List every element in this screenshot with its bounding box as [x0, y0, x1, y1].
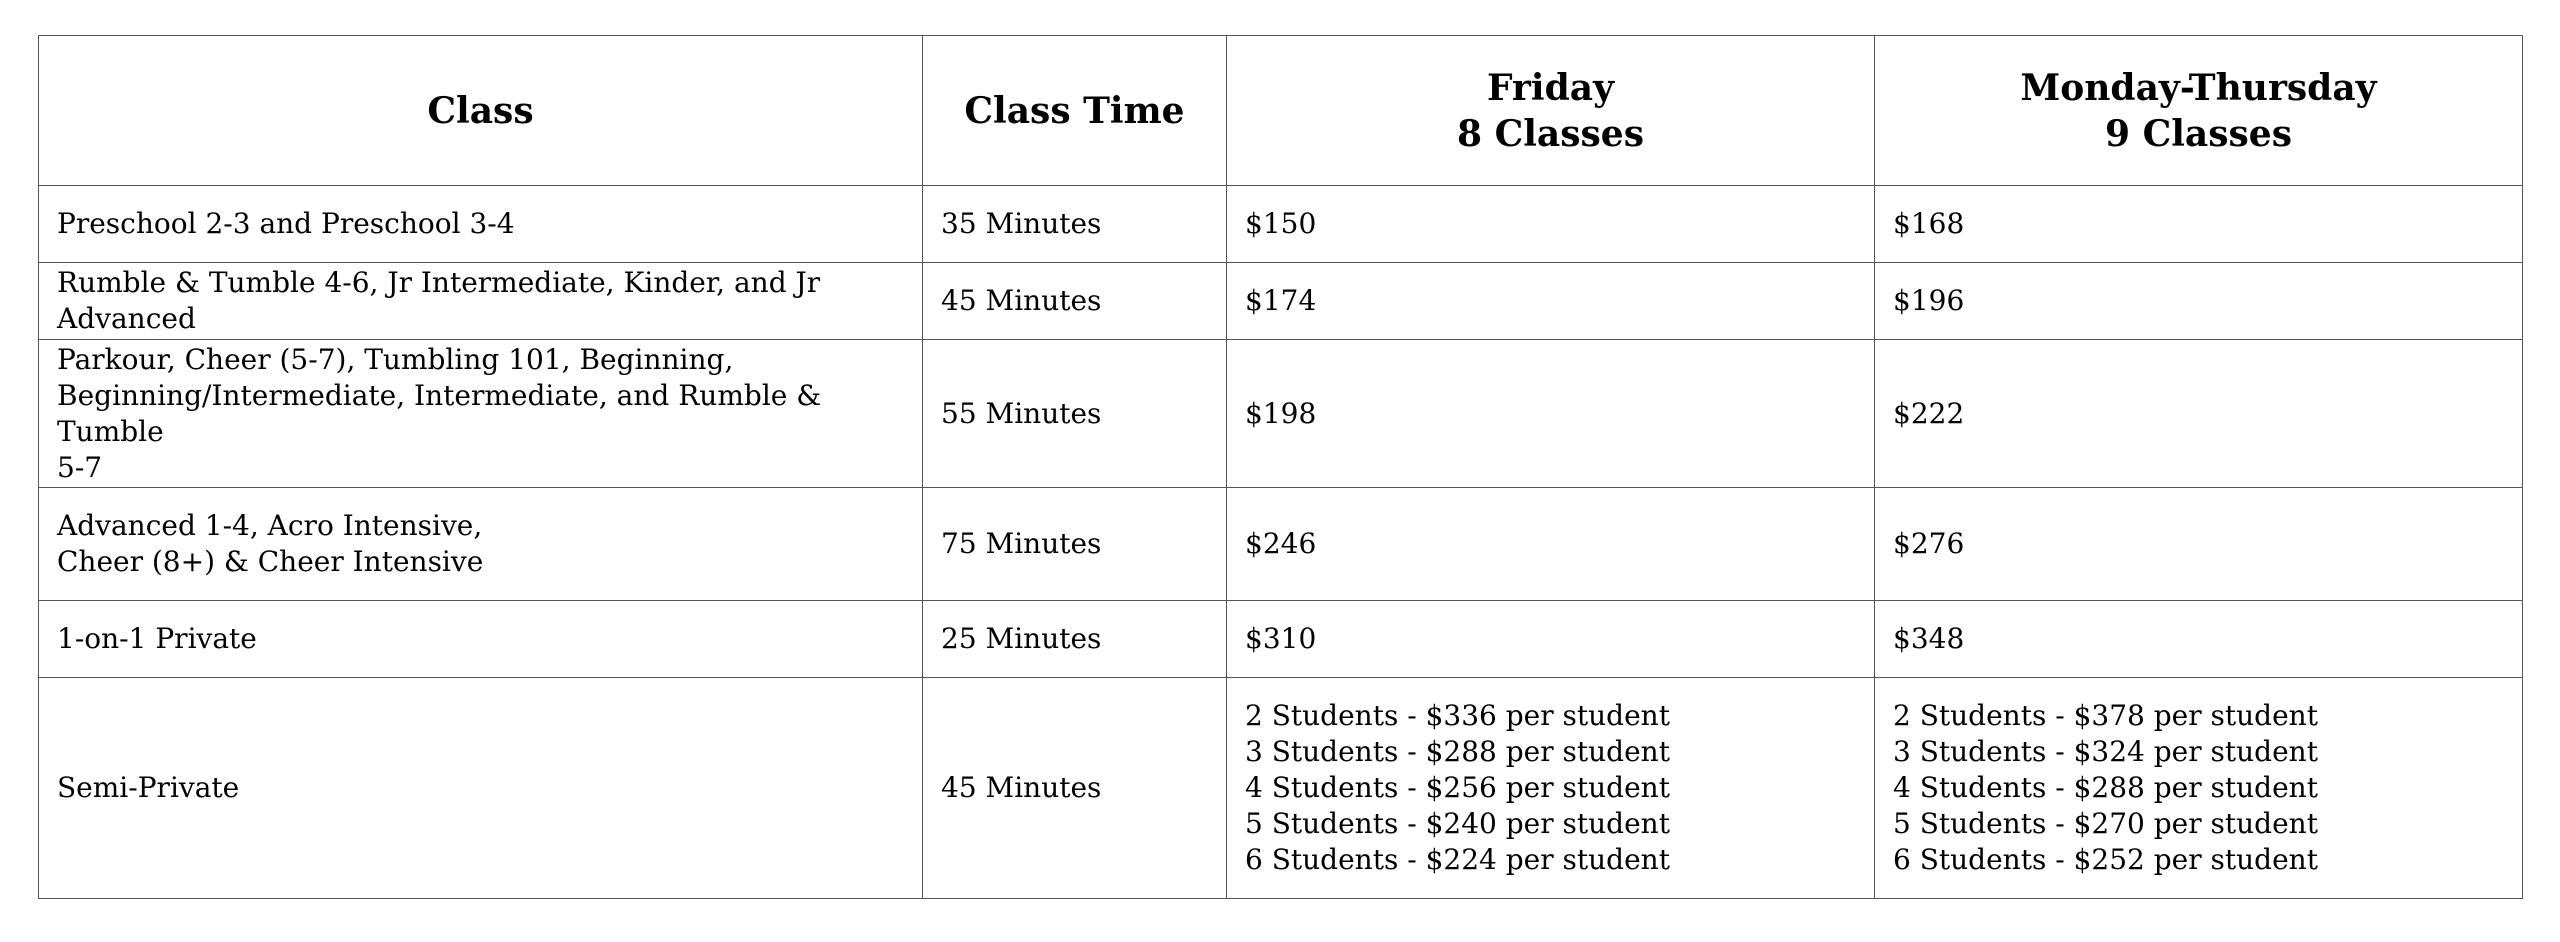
cell-class-time: 45 Minutes: [923, 263, 1227, 340]
cell-class: Parkour, Cheer (5-7), Tumbling 101, Beginning, Beginning/Intermediate, Intermediate, and Rumble & Tumble 5-7: [39, 340, 923, 488]
cell-class-time: 25 Minutes: [923, 601, 1227, 678]
cell-friday-price: 2 Students - $336 per student 3 Students - $288 per student 4 Students - $256 per student 5 Students - $240 per student 6 Students - $224 per student: [1227, 678, 1875, 899]
header-monday-thursday: [1875, 36, 2523, 186]
cell-monthu-price: $348: [1875, 601, 2523, 678]
pricing-table: [38, 35, 2523, 899]
table-row: [39, 678, 2523, 899]
header-friday-count: 8 Classes: [1457, 112, 1644, 155]
header-class: Class: [39, 36, 923, 186]
document-page: [38, 35, 2523, 899]
cell-class: Semi-Private: [39, 678, 923, 899]
cell-class-time: 55 Minutes: [923, 340, 1227, 488]
cell-monthu-price: 2 Students - $378 per student 3 Students - $324 per student 4 Students - $288 per student 5 Students - $270 per student 6 Students - $252 per student: [1875, 678, 2523, 899]
cell-class-time: 45 Minutes: [923, 678, 1227, 899]
cell-monthu-price: $168: [1875, 186, 2523, 263]
header-monthu-count: 9 Classes: [2105, 112, 2292, 155]
header-class-time: Class Time: [923, 36, 1227, 186]
cell-friday-price: $198: [1227, 340, 1875, 488]
table-row: [39, 340, 2523, 488]
header-friday-day: Friday: [1487, 66, 1614, 109]
cell-class: Preschool 2-3 and Preschool 3-4: [39, 186, 923, 263]
table-row: [39, 601, 2523, 678]
cell-friday-price: $246: [1227, 488, 1875, 601]
table-header-row: [39, 36, 2523, 186]
header-friday: [1227, 36, 1875, 186]
header-monthu-days: Monday-Thursday: [2020, 66, 2377, 109]
cell-friday-price: $150: [1227, 186, 1875, 263]
table-row: [39, 488, 2523, 601]
table-row: [39, 263, 2523, 340]
cell-class-time: 35 Minutes: [923, 186, 1227, 263]
cell-class-time: 75 Minutes: [923, 488, 1227, 601]
cell-class: Rumble & Tumble 4-6, Jr Intermediate, Kinder, and Jr Advanced: [39, 263, 923, 340]
cell-friday-price: $310: [1227, 601, 1875, 678]
cell-monthu-price: $276: [1875, 488, 2523, 601]
cell-class: Advanced 1-4, Acro Intensive, Cheer (8+) & Cheer Intensive: [39, 488, 923, 601]
cell-monthu-price: $196: [1875, 263, 2523, 340]
cell-class: 1-on-1 Private: [39, 601, 923, 678]
cell-friday-price: $174: [1227, 263, 1875, 340]
table-row: [39, 186, 2523, 263]
cell-monthu-price: $222: [1875, 340, 2523, 488]
